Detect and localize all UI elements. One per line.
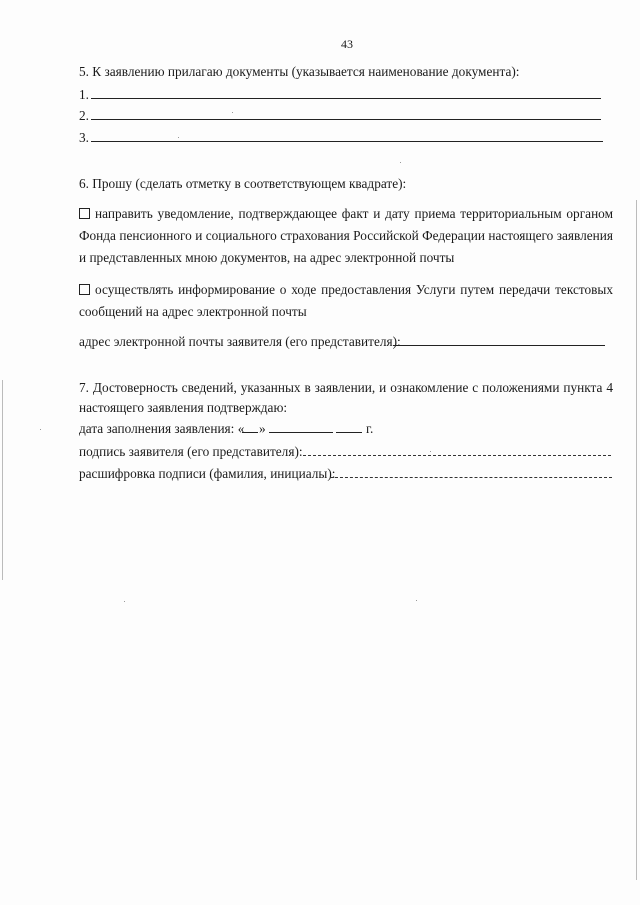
scan-speck: [178, 137, 179, 138]
attachment-item-2-label: 2.: [79, 108, 89, 123]
option2-text-1: осуществлять информирование о ходе предоставления Услуги путем передачи текстовых: [95, 282, 613, 297]
option1-line3: и представленных мною документов, на адрес электронной почты: [79, 250, 455, 265]
email-field-line[interactable]: [393, 345, 605, 346]
scan-speck: [430, 451, 431, 452]
scan-speck: [40, 429, 41, 430]
section7-line2: настоящего заявления подтверждаю:: [79, 400, 288, 415]
date-year-line[interactable]: [336, 432, 362, 433]
option1-line1: [79, 205, 613, 222]
scan-edge-left: [2, 380, 3, 580]
option1-checkbox[interactable]: [79, 208, 90, 219]
section6-heading: 6. Прошу (сделать отметку в соответствующем квадрате):: [79, 176, 407, 191]
email-label: адрес электронной почты заявителя (его представителя):: [79, 334, 401, 349]
scan-speck: [124, 601, 125, 602]
attachment-item-1-label: 1.: [79, 87, 89, 102]
attachment-item-2-line[interactable]: [91, 119, 601, 120]
decoding-label: расшифровка подписи (фамилия, инициалы):: [79, 466, 336, 481]
page-number: 43: [341, 37, 353, 51]
attachment-item-1-line[interactable]: [91, 98, 601, 99]
signature-line[interactable]: [303, 455, 611, 456]
date-close-quote: »: [259, 421, 266, 436]
option2-line1: [79, 281, 613, 298]
option2-checkbox[interactable]: [79, 284, 90, 295]
section7-line1: 7. Достоверность сведений, указанных в заявлении, и ознакомление с положениями пункта 4: [79, 380, 613, 395]
option1-line2: Фонда пенсионного и социального страхования Российской Федерации настоящего заявления: [79, 228, 613, 243]
attachment-item-3-label: 3.: [79, 130, 89, 145]
option1-text-1: направить уведомление, подтверждающее факт и дату приема территориальным органом: [95, 206, 613, 221]
date-day-line[interactable]: [242, 432, 258, 433]
option2-line2: сообщений на адрес электронной почты: [79, 304, 307, 319]
scan-speck: [232, 112, 233, 113]
attachment-item-3-line[interactable]: [91, 141, 603, 142]
year-suffix: г.: [366, 421, 374, 436]
decoding-line[interactable]: [330, 477, 612, 478]
scan-edge-right: [636, 200, 637, 880]
section5-heading: 5. К заявлению прилагаю документы (указывается наименование документа):: [79, 64, 520, 79]
scan-speck: [400, 162, 401, 163]
scan-speck: [416, 600, 417, 601]
date-label: дата заполнения заявления: «: [79, 421, 245, 436]
date-month-line[interactable]: [269, 432, 333, 433]
signature-label: подпись заявителя (его представителя):: [79, 444, 303, 459]
